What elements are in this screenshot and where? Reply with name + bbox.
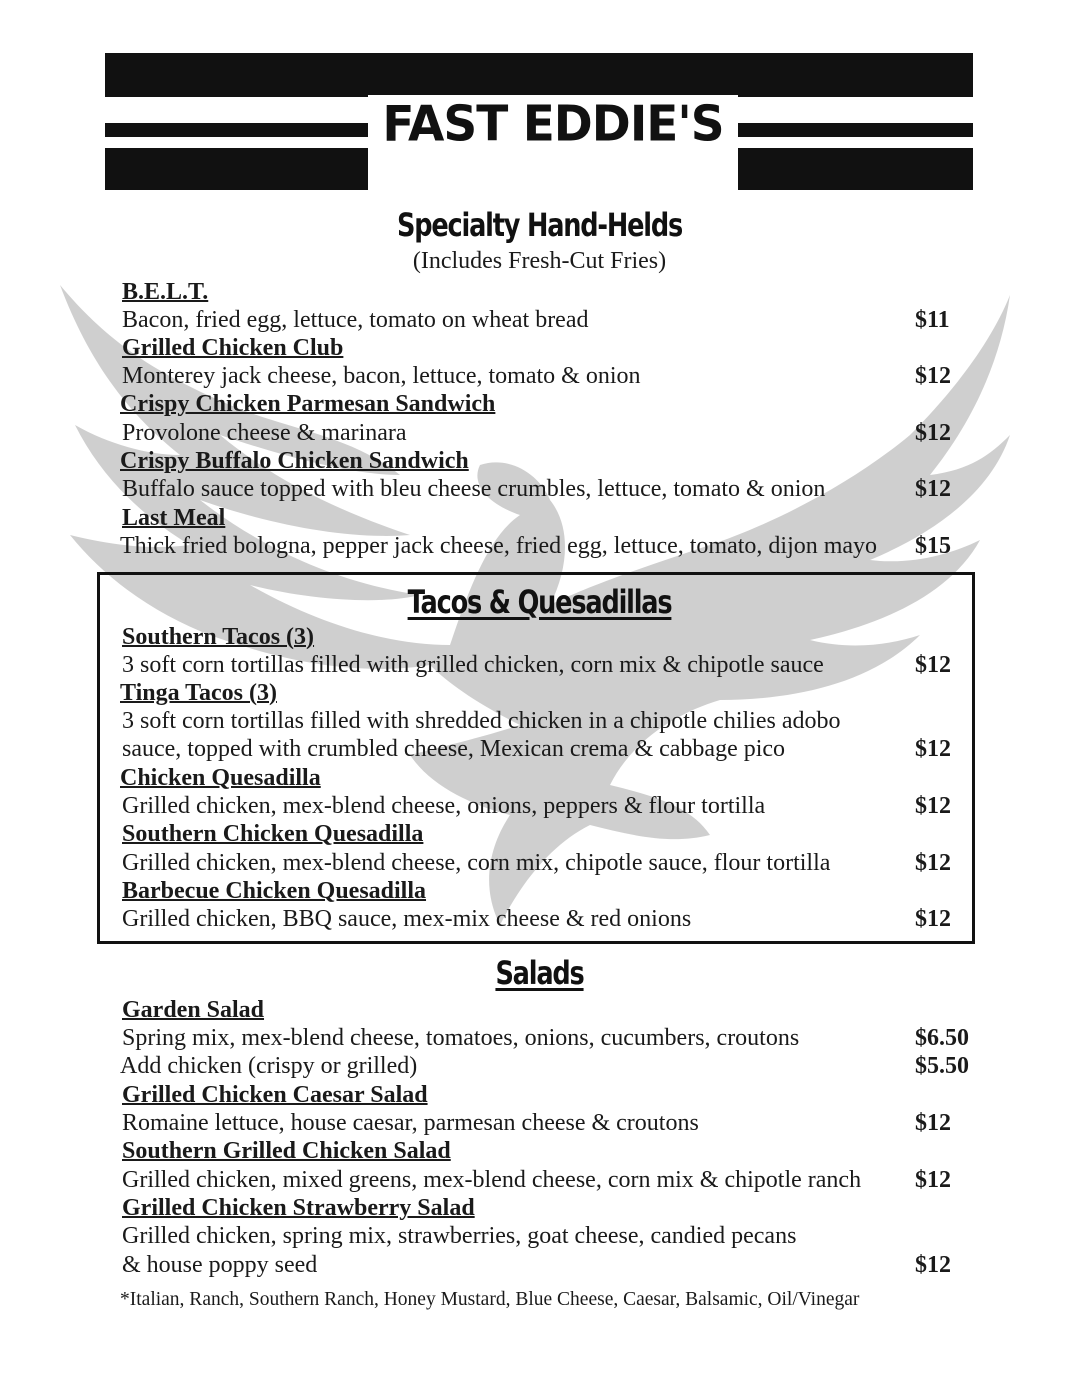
- item-description: 3 soft corn tortillas filled with grilled chicken, corn mix & chipotle sauce: [122, 652, 824, 678]
- item-name: Chicken Quesadilla: [120, 765, 321, 791]
- item-price: $12: [915, 652, 951, 678]
- item-description: Buffalo sauce topped with bleu cheese crumbles, lettuce, tomato & onion: [122, 476, 826, 502]
- logo-text: FAST EDDIE'S: [382, 95, 724, 154]
- logo-subtext-box: [440, 149, 640, 191]
- item-price: $12: [915, 850, 951, 876]
- item-price: $12: [915, 1252, 951, 1278]
- item-price: $12: [915, 420, 951, 446]
- item-name: Grilled Chicken Club: [122, 335, 344, 361]
- item-description: Bacon, fried egg, lettuce, tomato on wheat bread: [122, 307, 589, 333]
- item-description: Grilled chicken, mex-blend cheese, corn mix, chipotle sauce, flour tortilla: [122, 850, 831, 876]
- item-name: Grilled Chicken Strawberry Salad: [122, 1195, 475, 1221]
- item-price: $15: [915, 533, 951, 559]
- item-description: Thick fried bologna, pepper jack cheese, fried egg, lettuce, tomato, dijon mayo: [120, 533, 878, 559]
- item-description: Grilled chicken, spring mix, strawberries, goat cheese, candied pecans: [122, 1223, 797, 1249]
- item-description: Grilled chicken, mex-blend cheese, onions, peppers & flour tortilla: [122, 793, 766, 819]
- item-price: $12: [915, 363, 951, 389]
- item-name: Garden Salad: [122, 997, 265, 1023]
- item-description: Grilled chicken, mixed greens, mex-blend cheese, corn mix & chipotle ranch: [122, 1167, 862, 1193]
- logo-subtext: GRILLE: [480, 155, 600, 185]
- item-price: $12: [915, 1167, 951, 1193]
- item-price: $6.50: [915, 1025, 969, 1051]
- item-price: $12: [915, 476, 951, 502]
- item-addon-price: $5.50: [915, 1053, 969, 1079]
- item-price: $11: [915, 307, 950, 333]
- item-name: Southern Grilled Chicken Salad: [122, 1138, 451, 1164]
- item-name: B.E.L.T.: [122, 279, 209, 305]
- item-description: Monterey jack cheese, bacon, lettuce, tomato & onion: [122, 363, 641, 389]
- section-title-tacos: Tacos & Quesadillas: [407, 583, 672, 621]
- item-price: $12: [915, 906, 951, 932]
- item-name: Last Meal: [122, 505, 226, 531]
- item-description: Provolone cheese & marinara: [122, 420, 407, 446]
- item-price: $12: [915, 793, 951, 819]
- item-addon: Add chicken (crispy or grilled): [120, 1053, 418, 1079]
- item-name: Crispy Chicken Parmesan Sandwich: [120, 391, 496, 417]
- item-description: 3 soft corn tortillas filled with shredded chicken in a chipotle chilies adobo: [122, 708, 841, 734]
- section-title-salads: Salads: [495, 954, 584, 992]
- item-name: Tinga Tacos (3): [120, 680, 277, 706]
- item-name: Southern Chicken Quesadilla: [122, 821, 424, 847]
- item-description-line2: sauce, topped with crumbled cheese, Mexican crema & cabbage pico: [122, 736, 786, 762]
- item-name: Crispy Buffalo Chicken Sandwich: [120, 448, 469, 474]
- header-banner: [105, 53, 973, 190]
- item-description: Spring mix, mex-blend cheese, tomatoes, onions, cucumbers, croutons: [122, 1025, 800, 1051]
- banner-bar-top: [105, 53, 973, 97]
- item-name: Grilled Chicken Caesar Salad: [122, 1082, 428, 1108]
- item-description-line2: & house poppy seed: [122, 1252, 318, 1278]
- item-name: Barbecue Chicken Quesadilla: [122, 878, 427, 904]
- item-description: Romaine lettuce, house caesar, parmesan cheese & croutons: [122, 1110, 699, 1136]
- dressings-note: *Italian, Ranch, Southern Ranch, Honey Mustard, Blue Cheese, Caesar, Balsamic, Oil/Vinegar: [120, 1289, 860, 1310]
- section-title-handhelds: Specialty Hand-Helds: [397, 206, 682, 244]
- item-price: $12: [915, 1110, 951, 1136]
- item-name: Southern Tacos (3): [122, 624, 315, 650]
- item-description: Grilled chicken, BBQ sauce, mex-mix cheese & red onions: [122, 906, 692, 932]
- item-price: $12: [915, 736, 951, 762]
- section-subtitle-handhelds: (Includes Fresh-Cut Fries): [412, 248, 667, 274]
